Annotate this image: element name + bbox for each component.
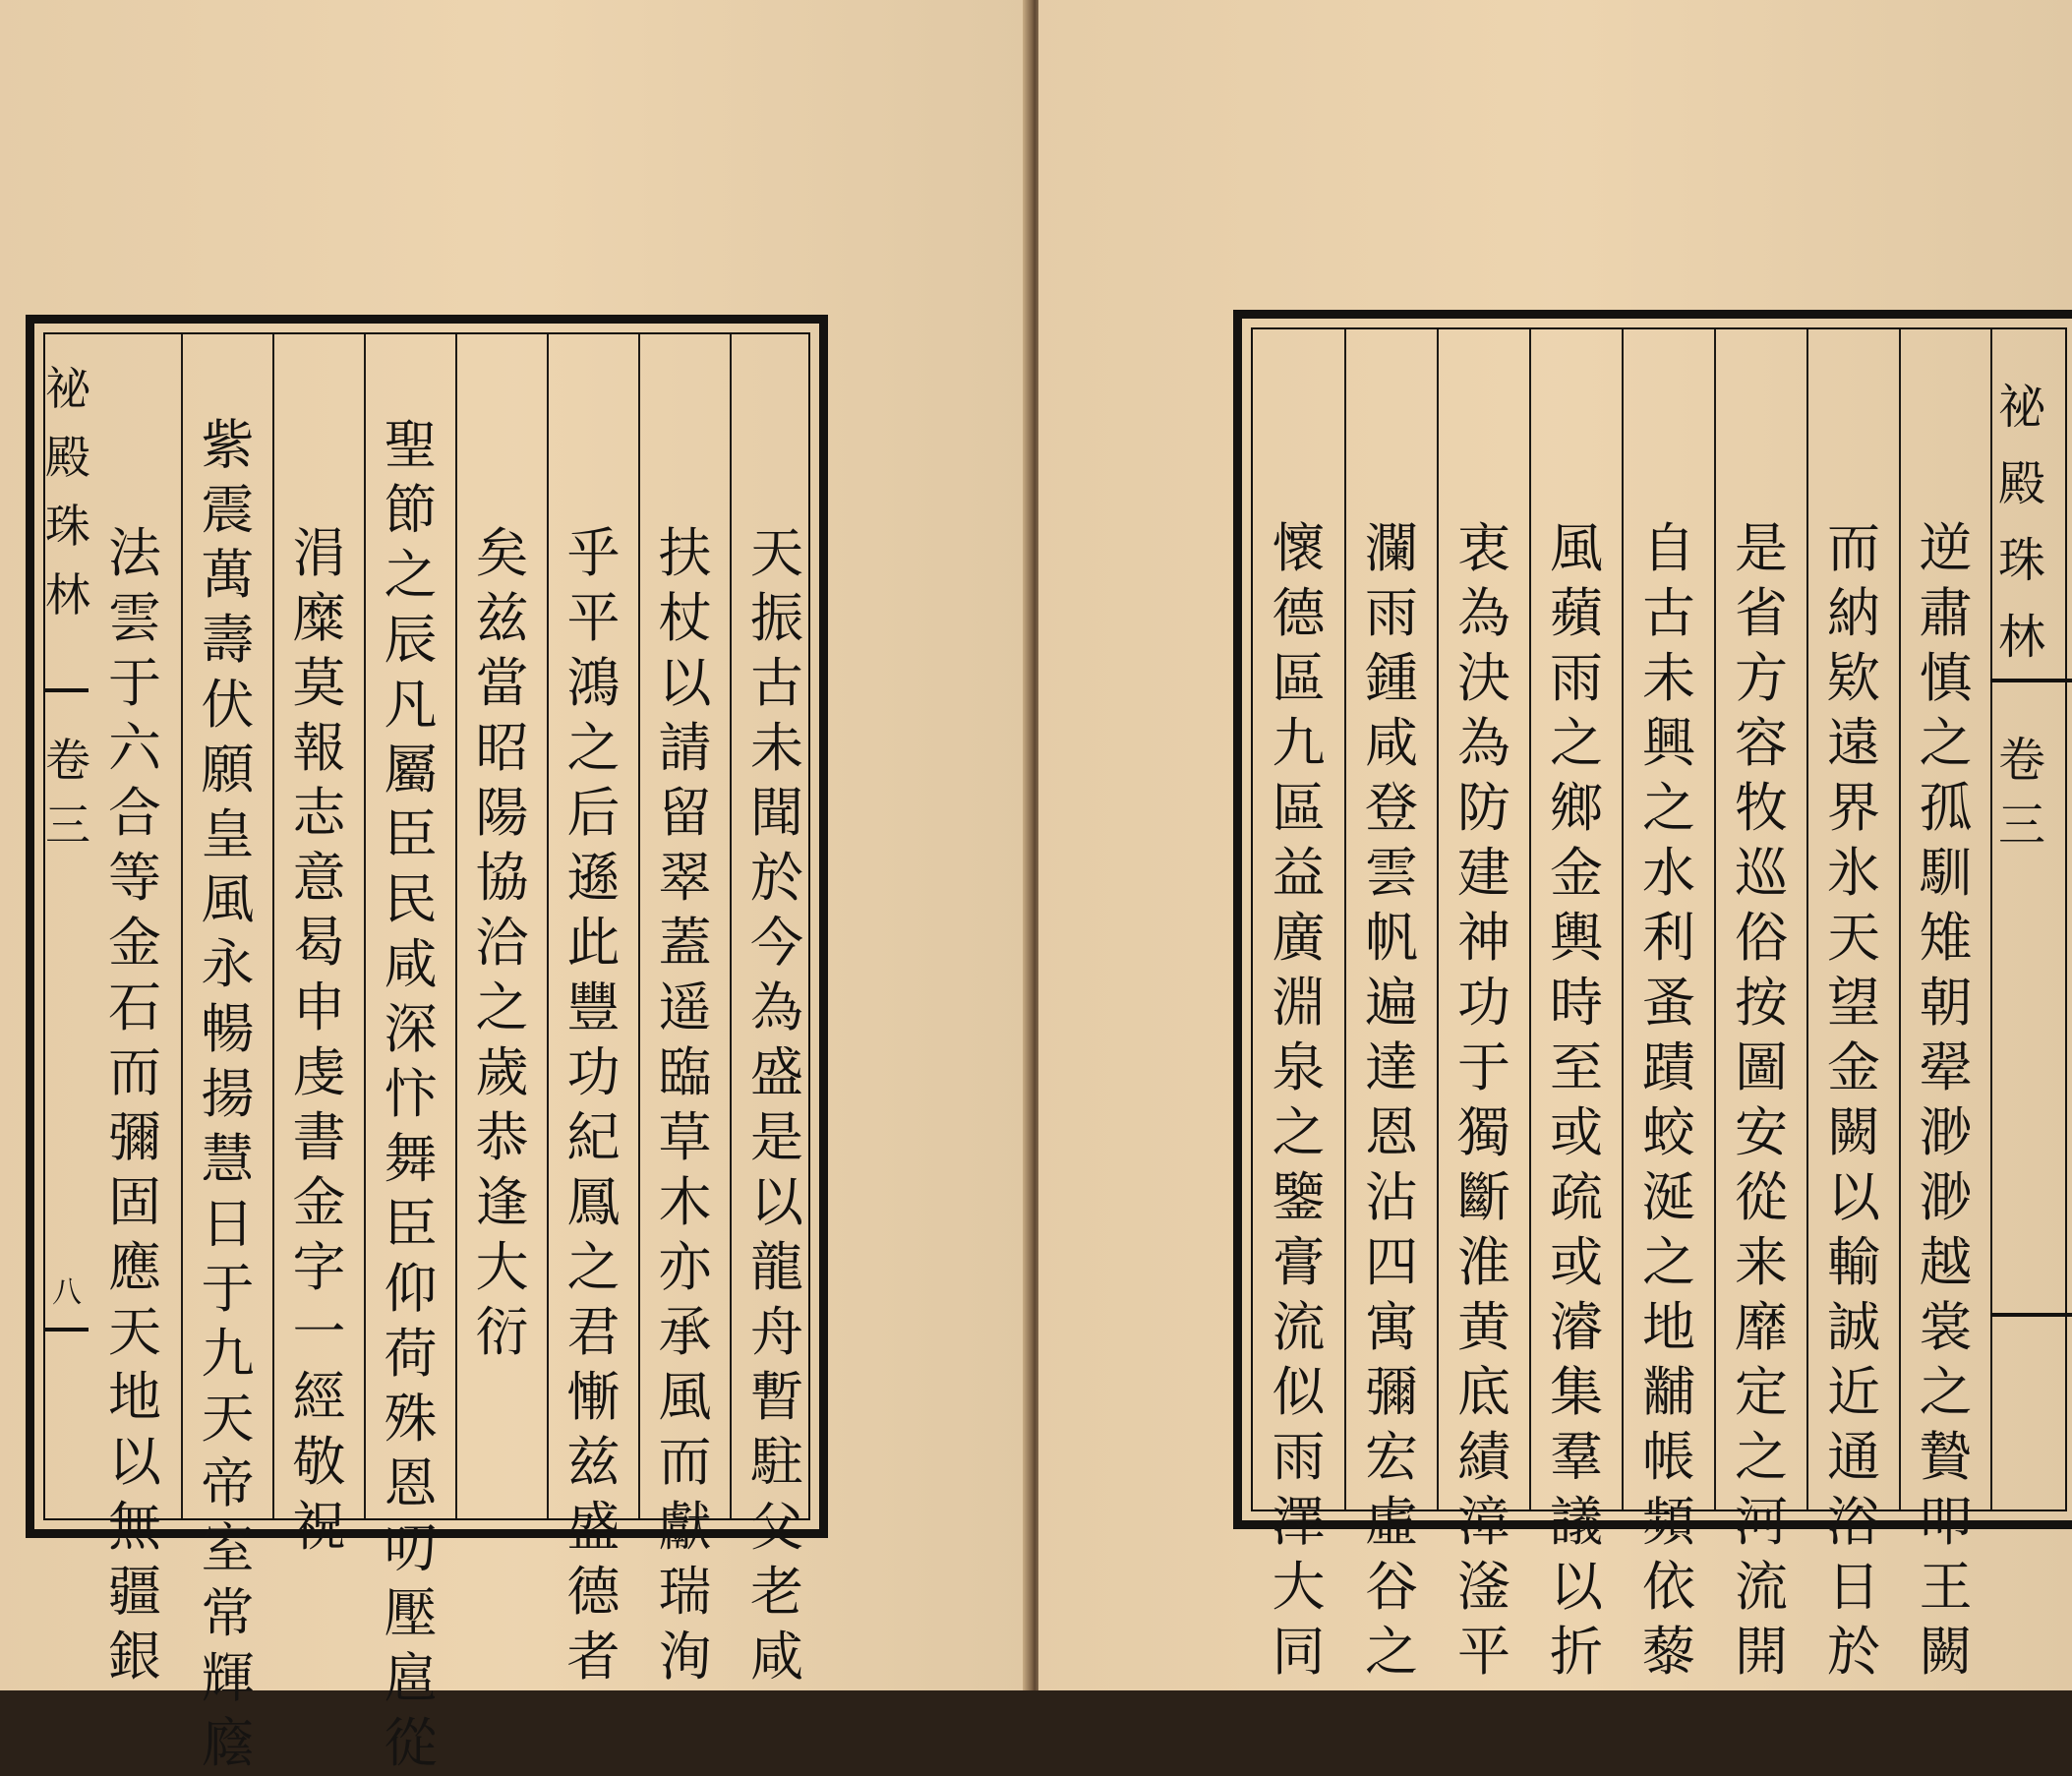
column-text: 天振古未聞於今為盛是以龍舟暫駐父老咸: [750, 522, 803, 1687]
right-page-inner-border: [1251, 327, 2067, 1683]
column-text: 紫震萬壽伏願皇風永暢揚慧日于九天帝室常輝廕: [201, 414, 255, 1774]
fishtail-divider: [1990, 679, 2072, 682]
right-page-column: [1899, 329, 1990, 1683]
column-text: 法雲于六合等金石而彌固應天地以無疆銀: [108, 522, 161, 1687]
column-text: 衷為決為防建神功于獨斷淮黄底績漳滏平: [1457, 517, 1510, 1683]
right-volume-label: 卷三: [1997, 733, 2045, 853]
left-leaf-number: 八: [52, 1275, 82, 1310]
fishtail-divider: [1990, 1313, 2072, 1317]
column-text: 聖節之辰凡屬臣民咸深忭舞臣仰荷殊恩叨壓扈從: [384, 414, 438, 1774]
left-margin-title: 祕殿珠林: [45, 362, 90, 622]
right-page-column: [1806, 329, 1899, 1683]
left-page-column: [455, 334, 547, 1518]
fishtail-divider: [45, 688, 89, 692]
column-text: 而納欵遠界氷天望金闕以輸誠近通浴日於: [1827, 517, 1880, 1683]
left-page-frame: [26, 315, 828, 1774]
left-page-column: [181, 334, 272, 1774]
left-page-inner-border: [43, 332, 810, 1774]
column-text: 自古未興之水利蚤蹟蛟涎之地黼帳頻依藜: [1642, 517, 1695, 1683]
column-text: 懷德區九區益廣淵泉之鑒膏流似雨澤大同: [1272, 517, 1326, 1683]
left-page-column: [547, 334, 638, 1687]
column-text: 逆肅慎之孤馴雉朝翚渺渺越裳之贄叩王闕: [1919, 517, 1973, 1683]
column-text: 矣兹當昭陽協洽之歲恭逢大衍: [475, 522, 529, 1363]
right-page-column: [1529, 329, 1622, 1683]
column-text: 瀾雨鍾咸登雲帆遍達恩沾四寓彌宏虛谷之: [1365, 517, 1418, 1683]
right-page-column: [1437, 329, 1529, 1683]
column-text: 是省方容牧巡俗按圖安從来靡定之河流開: [1735, 517, 1788, 1683]
left-page-column: [730, 334, 822, 1687]
left-page-column: [272, 334, 364, 1558]
right-page-column: [1622, 329, 1714, 1683]
column-text: 乎平鴻之后遜此豐功紀鳳之君慚兹盛德者: [566, 522, 621, 1687]
right-page: [1038, 0, 2072, 1690]
right-page-column: [1344, 329, 1437, 1683]
left-page-column: [638, 334, 730, 1687]
column-text: 扶杖以請留翠蓋遥臨草木亦承風而獻瑞洵: [658, 522, 712, 1687]
right-page-frame: [1233, 310, 2072, 1683]
right-margin-strip: [1990, 329, 2072, 1510]
left-margin-strip: [45, 334, 89, 1518]
column-text: 涓糜莫報志意曷申虔書金字一經敬祝: [292, 522, 346, 1558]
fishtail-divider: [45, 1328, 89, 1332]
right-page-column: [1714, 329, 1806, 1683]
right-margin-title: 祕殿珠林: [1997, 380, 2045, 665]
column-text: 風蘋雨之鄉金輿時至或疏或濬集羣議以折: [1550, 517, 1603, 1683]
left-page: [0, 0, 1030, 1774]
right-page-column: [1253, 329, 1344, 1683]
left-page-column: [364, 334, 455, 1774]
left-volume-label: 卷三: [45, 734, 90, 852]
left-page-column: [89, 334, 181, 1687]
